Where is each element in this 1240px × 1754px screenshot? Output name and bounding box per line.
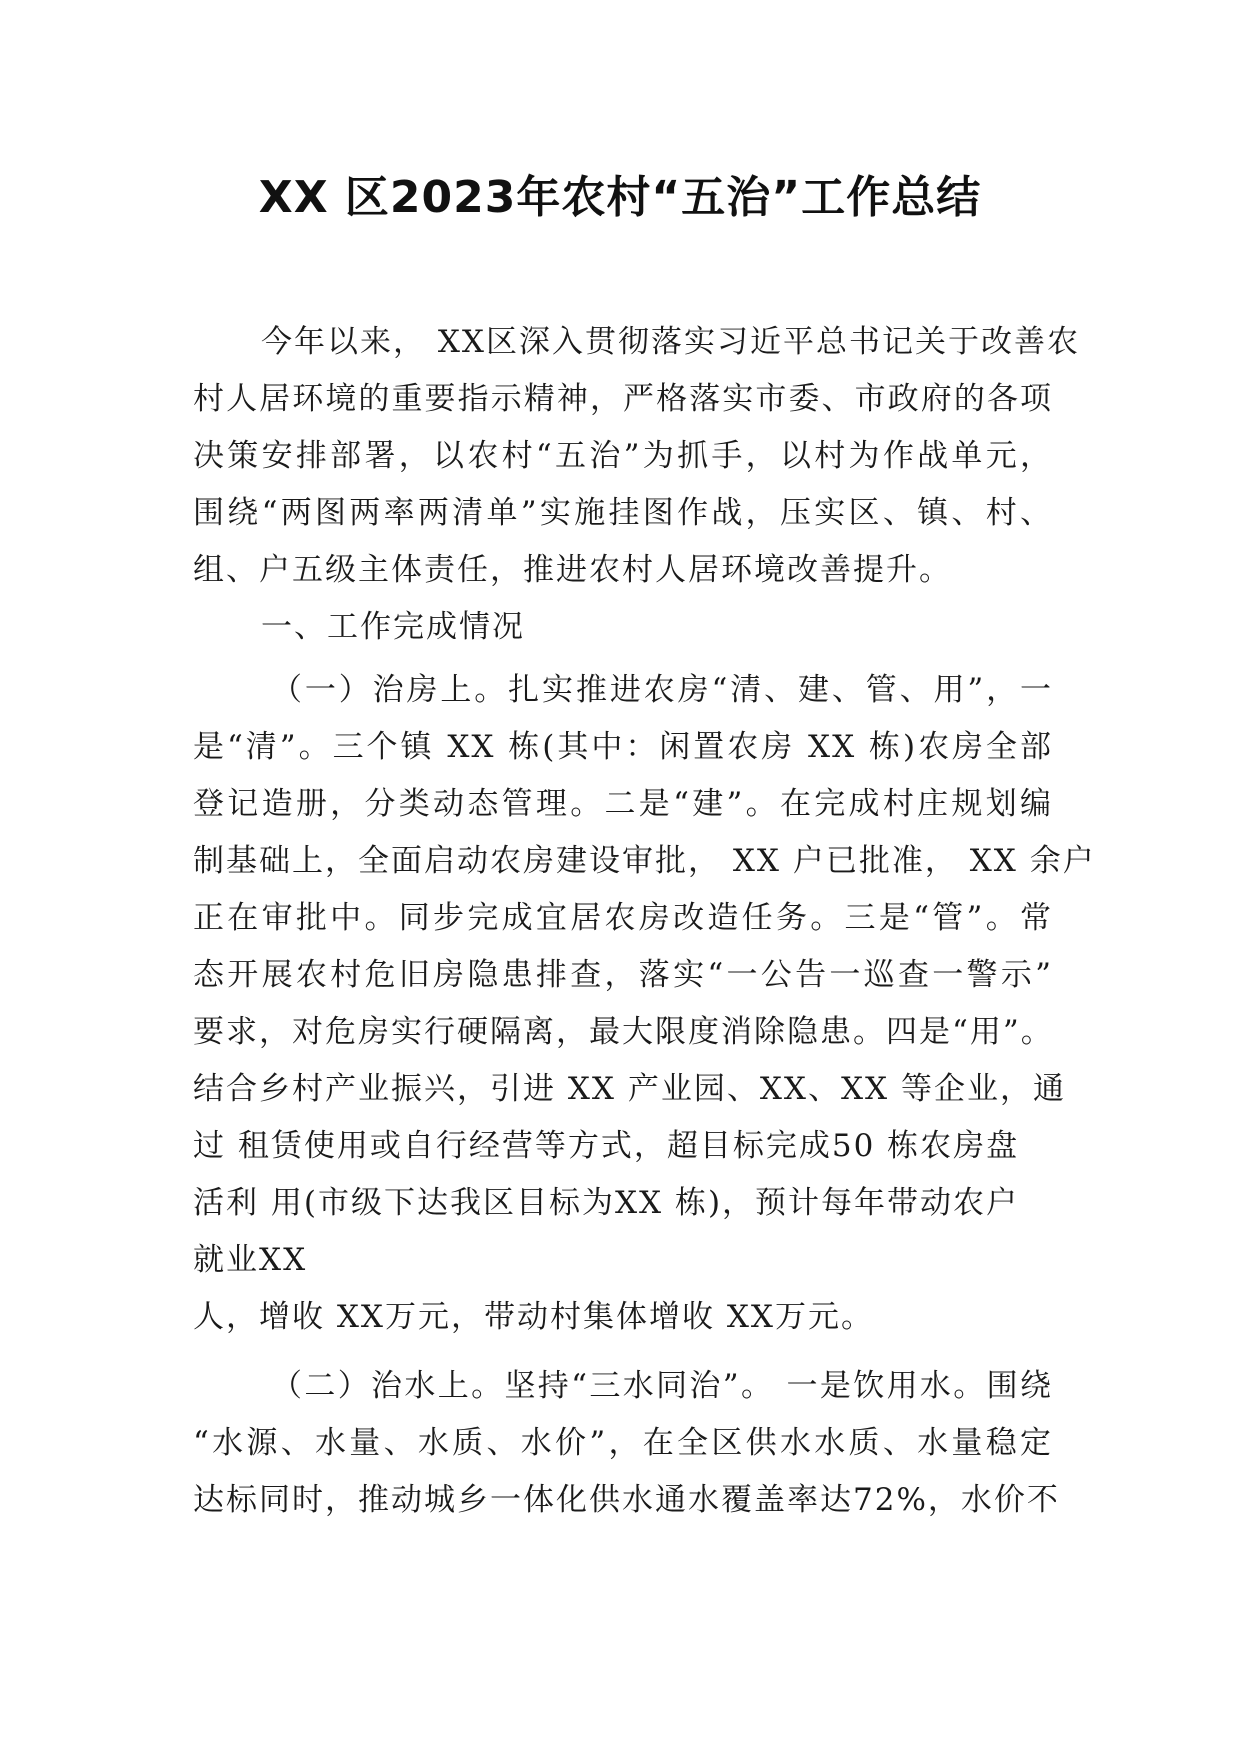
- paragraph-line: 达标同时，推动城乡一体化供水通水覆盖率达72%，水价不: [193, 1482, 1060, 1518]
- paragraph-line: 制基础上，全面启动农房建设审批， XX 户已批准， XX 余户: [193, 843, 1096, 879]
- paragraph-line: 是“清”。三个镇 XX 栋(其中：闲置农房 XX 栋)农房全部: [193, 729, 1053, 765]
- paragraph-line: 正在审批中。同步完成宜居农房改造任务。三是“管”。常: [193, 900, 1053, 936]
- paragraph-line: 组、户五级主体责任，推进农村人居环境改善提升。: [193, 552, 952, 588]
- paragraph-line: 人，增收 XX万元，带动村集体增收 XX万元。: [193, 1299, 874, 1335]
- paragraph-line: 结合乡村产业振兴，引进 XX 产业园、XX、XX 等企业，通: [193, 1071, 1066, 1107]
- paragraph-line: （二）治水上。坚持“三水同治”。 一是饮用水。围绕: [271, 1368, 1053, 1404]
- paragraph-line: 决策安排部署，以农村“五治”为抓手，以村为作战单元，: [193, 438, 1053, 474]
- document-title: XX 区2023年农村“五治”工作总结: [258, 172, 982, 223]
- paragraph-line: 今年以来， XX区深入贯彻落实习近平总书记关于改善农: [261, 324, 1080, 360]
- paragraph-line: （一）治房上。扎实推进农房“清、建、管、用”，一: [271, 672, 1053, 708]
- paragraph-line: 要求，对危房实行硬隔离，最大限度消除隐患。四是“用”。: [193, 1014, 1054, 1050]
- paragraph-line: 态开展农村危旧房隐患排查，落实“一公告一巡查一警示”: [193, 957, 1053, 993]
- paragraph-line: 村人居环境的重要指示精神，严格落实市委、市政府的各项: [193, 381, 1053, 417]
- paragraph-line: 过 租赁使用或自行经营等方式，超目标完成50 栋农房盘: [193, 1128, 1020, 1164]
- paragraph-line: 就业XX: [193, 1242, 308, 1278]
- paragraph-line: 围绕“两图两率两清单”实施挂图作战，压实区、镇、村、: [193, 495, 1053, 531]
- paragraph-line: 活利 用(市级下达我区目标为XX 栋)，预计每年带动农户: [193, 1185, 1020, 1221]
- document-body: [193, 314, 1096, 1529]
- paragraph-line: 登记造册，分类动态管理。二是“建”。在完成村庄规划编: [193, 786, 1053, 822]
- section-heading: 一、工作完成情况: [261, 609, 525, 645]
- paragraph-line: “水源、水量、水质、水价”，在全区供水水质、水量稳定: [193, 1425, 1053, 1461]
